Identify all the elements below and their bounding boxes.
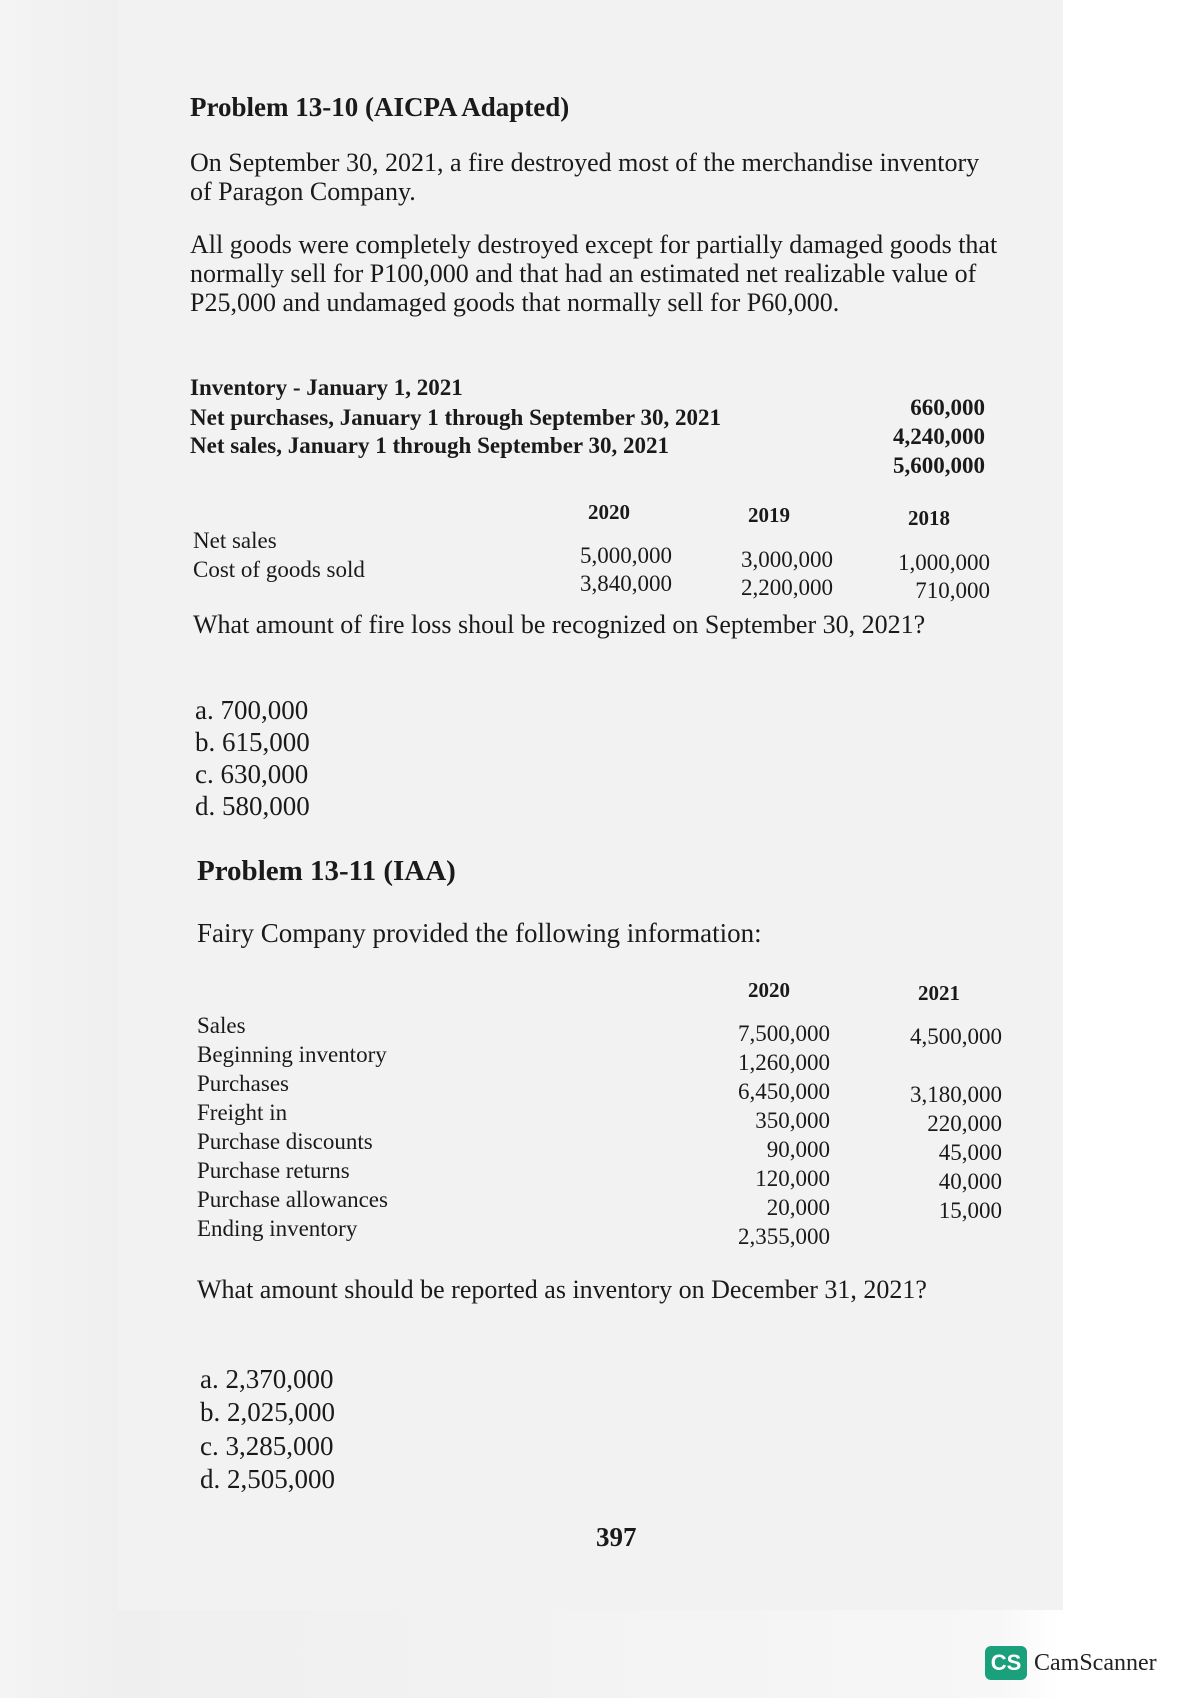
row-value: 2,200,000 — [741, 575, 833, 600]
row-value-2021: 15,000 — [938, 1198, 1002, 1223]
answer-option — [195, 727, 310, 758]
option-letter: b. — [195, 727, 216, 757]
year-header: 2020 — [588, 500, 630, 524]
row-value-2020: 6,450,000 — [738, 1079, 830, 1104]
problem-13-11-title: Problem 13-11 (IAA) — [197, 855, 456, 887]
option-letter: c. — [195, 759, 214, 789]
answer-option — [200, 1397, 335, 1428]
row-label: Ending inventory — [197, 1216, 358, 1241]
option-text: 615,000 — [222, 727, 310, 757]
row-value-2021: 3,180,000 — [910, 1082, 1002, 1107]
fact-label: Net sales, January 1 through September 30, 2021 — [190, 433, 669, 458]
row-label: Purchase discounts — [197, 1129, 373, 1154]
fact-value: 4,240,000 — [893, 424, 985, 449]
row-value: 5,000,000 — [580, 543, 672, 568]
problem-13-11-intro: Fairy Company provided the following information: — [197, 918, 762, 948]
answer-option — [200, 1364, 333, 1395]
year-header: 2020 — [748, 978, 790, 1002]
row-value-2020: 120,000 — [755, 1166, 830, 1191]
row-label: Net sales — [193, 528, 277, 553]
row-value-2021: 40,000 — [938, 1169, 1002, 1194]
problem-13-10-paragraph-2: All goods were completely destroyed except for partially damaged goods that normally sell for P100,000 and that had an estimated net realizable value of P25,000 and undamaged goods that normally sell for P60,000. — [190, 230, 998, 317]
year-header: 2019 — [748, 503, 790, 527]
problem-13-10-question: What amount of fire loss shoul be recognized on September 30, 2021? — [193, 610, 926, 639]
answer-option — [195, 759, 308, 790]
year-header: 2021 — [918, 981, 960, 1005]
row-label: Freight in — [197, 1100, 288, 1125]
option-letter: c. — [200, 1431, 219, 1461]
row-label: Sales — [197, 1013, 246, 1038]
answer-option — [195, 791, 310, 822]
option-text: 2,025,000 — [227, 1397, 335, 1427]
row-label: Purchases — [197, 1071, 289, 1096]
option-letter: a. — [195, 695, 214, 725]
camscanner-logo-icon: CS — [985, 1646, 1027, 1680]
row-label: Purchase returns — [197, 1158, 350, 1183]
row-value-2021: 220,000 — [927, 1111, 1002, 1136]
page-number: 397 — [596, 1522, 637, 1552]
option-letter: a. — [200, 1364, 219, 1394]
fact-label: Inventory - January 1, 2021 — [190, 375, 463, 400]
row-label: Cost of goods sold — [193, 557, 365, 582]
problem-13-11-question: What amount should be reported as inventory on December 31, 2021? — [197, 1275, 927, 1304]
row-label: Purchase allowances — [197, 1187, 388, 1212]
option-letter: d. — [195, 791, 216, 821]
option-text: 2,505,000 — [227, 1464, 335, 1494]
fact-label: Net purchases, January 1 through September 30, 2021 — [190, 405, 721, 430]
row-value: 3,000,000 — [741, 547, 833, 572]
row-value-2020: 7,500,000 — [738, 1021, 830, 1046]
row-value-2020: 90,000 — [766, 1137, 830, 1162]
answer-option — [200, 1464, 335, 1495]
option-text: 700,000 — [220, 695, 309, 725]
problem-13-10-title: Problem 13-10 (AICPA Adapted) — [190, 92, 570, 122]
problem-13-10-paragraph-1: On September 30, 2021, a fire destroyed most of the merchandise inventory of Paragon Company. — [190, 148, 980, 206]
option-text: 630,000 — [220, 759, 309, 789]
option-text: 580,000 — [222, 791, 310, 821]
row-label: Beginning inventory — [197, 1042, 387, 1067]
row-value-2021: 4,500,000 — [910, 1024, 1002, 1049]
row-value-2020: 1,260,000 — [738, 1050, 830, 1075]
option-text: 3,285,000 — [225, 1431, 334, 1461]
row-value-2020: 20,000 — [766, 1195, 830, 1220]
option-letter: d. — [200, 1464, 221, 1494]
fact-value: 660,000 — [910, 395, 985, 420]
year-header: 2018 — [908, 506, 950, 530]
option-letter: b. — [200, 1397, 221, 1427]
answer-option — [195, 695, 308, 726]
option-text: 2,370,000 — [225, 1364, 334, 1394]
answer-option — [200, 1431, 333, 1462]
row-value-2020: 350,000 — [755, 1108, 830, 1133]
row-value-2021: 45,000 — [938, 1140, 1002, 1165]
row-value: 1,000,000 — [898, 550, 990, 575]
row-value: 3,840,000 — [580, 571, 672, 596]
row-value-2020: 2,355,000 — [738, 1224, 830, 1249]
camscanner-brand: CamScanner — [1034, 1650, 1157, 1676]
fact-value: 5,600,000 — [893, 453, 985, 478]
row-value: 710,000 — [915, 578, 990, 603]
